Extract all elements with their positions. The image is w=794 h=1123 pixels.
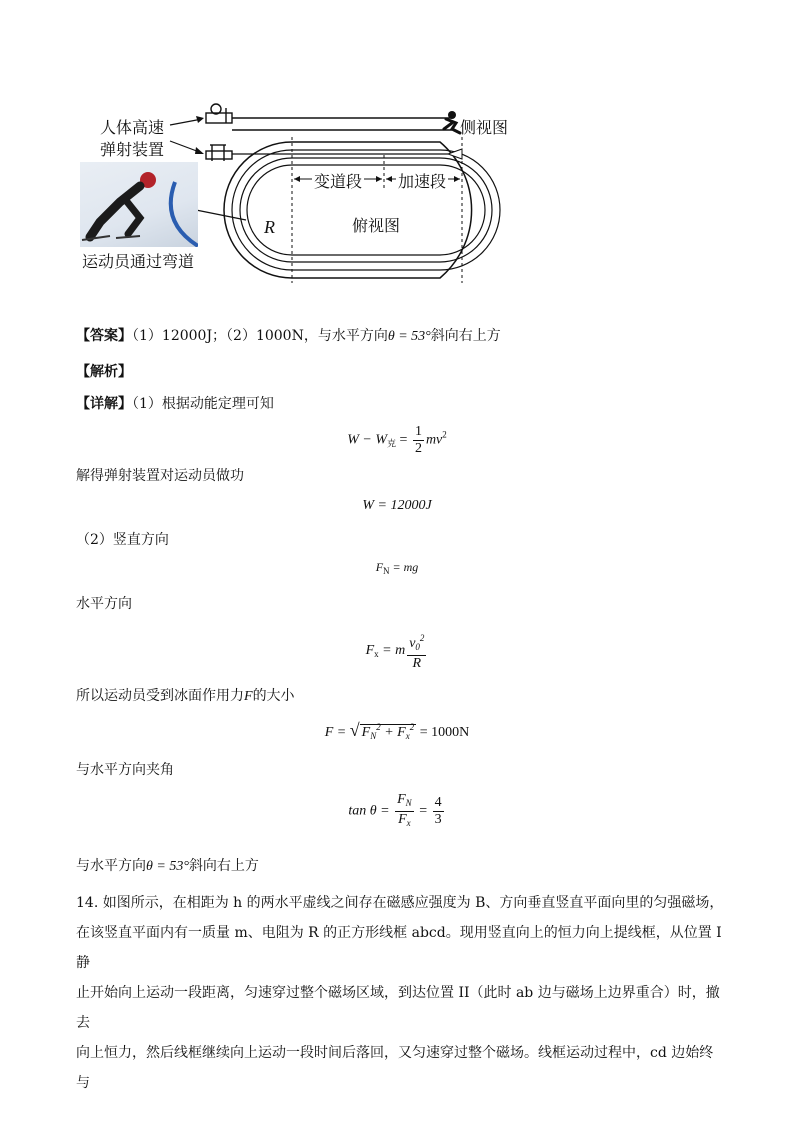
change-lane-label: 变道段 — [312, 169, 364, 192]
detail-text-7b: 斜向右上方 — [188, 858, 259, 874]
eq4-num-sup: 2 — [419, 633, 425, 643]
detail-line-2: 解得弹射装置对运动员做功 — [76, 468, 244, 484]
eq6-den2: 3 — [434, 812, 442, 827]
launcher-bottom-icon — [206, 145, 232, 161]
eq6-eq: = — [415, 803, 431, 819]
answer-text: （1）12000J；（2）1000N，与水平方向 — [132, 328, 388, 344]
answer-direction: 斜向右上方 — [430, 328, 501, 344]
launcher-label-1: 人体高速 — [100, 118, 165, 137]
eq4-left: F — [365, 643, 375, 659]
detail-line-7 — [76, 856, 259, 877]
eq1-num: 1 — [414, 424, 422, 439]
detail-line-3: （2）竖直方向 — [76, 532, 169, 548]
eq6-den-F: F — [398, 812, 407, 827]
detail-text-5F: F — [244, 689, 253, 704]
eq6-fraction-1 — [395, 792, 414, 831]
eq6-num-sub: N — [405, 798, 412, 808]
detail-text-7a: 与水平方向 — [76, 858, 146, 874]
equation-tan — [0, 792, 794, 831]
q14-line-3: 止开始向上运动一段距离，匀速穿过整个磁场区域，到达位置 II（此时 ab 边与磁场上边界重合）时，撤去 — [76, 985, 720, 1031]
eq1-sub: 克 — [387, 438, 397, 449]
eq1-fraction — [413, 424, 424, 457]
sqrt-symbol: √ — [349, 720, 360, 740]
q14-line-4: 向上恒力，然后线框继续向上运动一段时间后落回，又匀速穿过整个磁场。线框运动过程中，cd 边始终与 — [76, 1045, 714, 1091]
eq4-mid: = m — [378, 643, 406, 659]
eq1-eq: = — [396, 432, 411, 448]
eq5-rad: F — [361, 725, 371, 740]
detail-text-5b: 的大小 — [252, 688, 295, 704]
eq4-den: R — [412, 656, 422, 671]
equation-vertical — [0, 560, 794, 576]
eq6-den-sub: x — [406, 818, 411, 828]
detail-line-6: 与水平方向夹角 — [76, 762, 174, 778]
skater-photo — [80, 162, 198, 247]
q14-line-1: 14. 如图所示，在相距为 h 的两水平虚线之间存在磁感应强度为 B、方向垂直竖直平面向里的匀强磁场， — [76, 895, 724, 911]
side-view-label: 侧视图 — [460, 118, 509, 137]
launcher-top-icon — [206, 104, 232, 123]
track-figure — [0, 95, 794, 285]
equation-work-energy — [0, 424, 794, 457]
detail-line-5 — [76, 686, 295, 707]
eq3-sub: N — [383, 566, 390, 576]
answer-theta: θ = 53° — [387, 329, 431, 344]
eq5-rad-mid: + F — [380, 725, 406, 740]
eq6-num — [395, 792, 414, 812]
eq4-num-v: v — [409, 636, 416, 651]
question-14 — [76, 888, 726, 1098]
eq5-sup2: 2 — [409, 722, 415, 732]
answer-label: 【答案】 — [76, 328, 132, 344]
equation-work-value: W = 12000J — [362, 498, 432, 513]
radius-label: R — [264, 217, 275, 237]
eq5-sup1: 2 — [376, 722, 381, 732]
photo-caption: 运动员通过弯道 — [82, 252, 195, 271]
top-view-label: 俯视图 — [352, 216, 401, 235]
detail-line-4: 水平方向 — [76, 596, 132, 612]
launcher-label-2: 弹射装置 — [100, 140, 165, 159]
eq6-num2: 4 — [434, 795, 442, 810]
eq4-sub: x — [374, 649, 379, 660]
equation-horizontal — [0, 630, 794, 672]
detail-text-5a: 所以运动员受到冰面作用力 — [76, 688, 244, 704]
detail-text-7theta: θ = 53° — [146, 859, 189, 874]
q14-line-2: 在该竖直平面内有一质量 m、电阻为 R 的正方形线框 abcd。现用竖直向上的恒力向上提线框，从位置 I 静 — [76, 925, 722, 971]
eq5-left: F = — [324, 725, 350, 740]
eq6-num-F: F — [397, 792, 406, 807]
accelerate-label: 加速段 — [396, 169, 448, 192]
answer-line — [76, 326, 501, 347]
eq6-fraction-2 — [433, 795, 444, 828]
eq3-right: = mg — [389, 560, 419, 574]
eq3-left: F — [375, 560, 384, 574]
eq6-left: tan θ = — [348, 803, 394, 819]
eq4-num-sub: 0 — [415, 642, 420, 652]
eq4-num — [407, 630, 426, 656]
detail-label: 【详解】 — [76, 396, 132, 412]
eq1-sup: 2 — [442, 429, 447, 440]
eq4-fraction — [407, 630, 426, 672]
eq5-rad-sub2: x — [405, 731, 410, 741]
detail-text-1: （1）根据动能定理可知 — [132, 396, 274, 412]
eq6-den — [396, 812, 413, 831]
eq5-right: = 1000N — [416, 725, 470, 740]
eq1-left: W − W — [347, 432, 388, 448]
eq1-right: mv — [425, 432, 443, 448]
eq5-rad-sub1: N — [370, 731, 377, 741]
eq5-radicand — [360, 724, 417, 740]
equation-resultant — [0, 720, 794, 741]
eq1-den: 2 — [414, 441, 422, 456]
detail-line-1 — [76, 394, 274, 414]
analysis-label: 【解析】 — [76, 364, 132, 380]
